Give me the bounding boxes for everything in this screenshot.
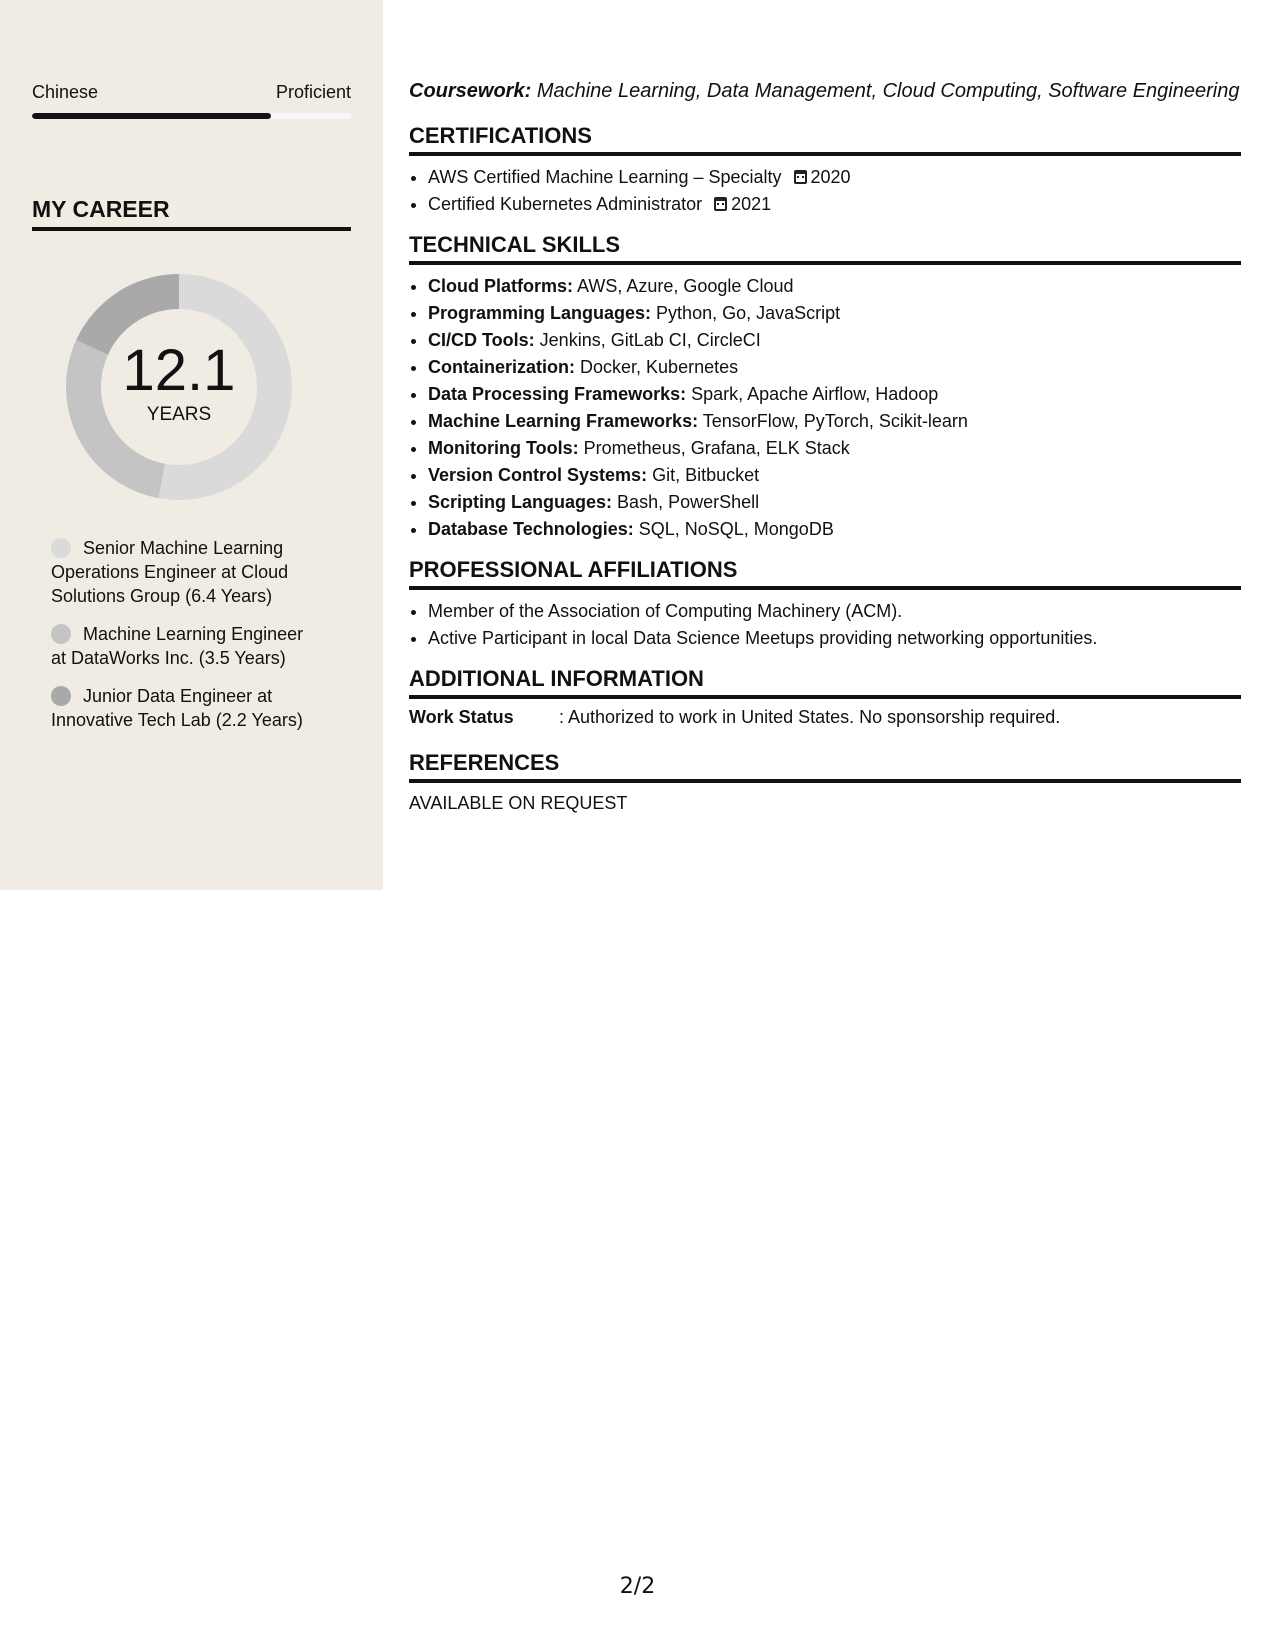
- skill-value: Git, Bitbucket: [652, 465, 760, 485]
- legend-dot-icon: [51, 686, 71, 706]
- skill-item: [428, 300, 1241, 327]
- main-content: [409, 80, 1241, 814]
- career-legend-item: [51, 536, 321, 608]
- certification-year: 2020: [810, 167, 851, 187]
- work-status-label: Work Status: [409, 707, 514, 727]
- references-text: AVAILABLE ON REQUEST: [409, 793, 628, 813]
- language-row: [32, 82, 351, 103]
- certifications-list: [409, 164, 1241, 218]
- coursework: [409, 80, 1241, 103]
- skill-label: Scripting Languages:: [428, 492, 613, 512]
- career-role-label: Senior Machine Learning Operations Engineer at Cloud Solutions Group (6.4 Years): [51, 538, 289, 606]
- career-years-unit: YEARS: [146, 404, 212, 425]
- page-number: 2/2: [619, 1574, 656, 1599]
- certification-name: Certified Kubernetes Administrator: [428, 194, 703, 214]
- skill-item: [428, 408, 1241, 435]
- language-name: Chinese: [32, 82, 99, 102]
- skill-label: Data Processing Frameworks:: [428, 384, 687, 404]
- skill-item: [428, 381, 1241, 408]
- skill-value: SQL, NoSQL, MongoDB: [638, 519, 834, 539]
- skill-item: [428, 516, 1241, 543]
- career-legend-item: [51, 684, 321, 732]
- career-legend-item: [51, 622, 321, 670]
- calendar-icon: [714, 197, 727, 211]
- skill-value: Python, Go, JavaScript: [656, 303, 841, 323]
- skills-title: TECHNICAL SKILLS: [409, 232, 1241, 265]
- coursework-text: Machine Learning, Data Management, Cloud Computing, Software Engineering: [536, 80, 1240, 102]
- skill-label: Containerization:: [428, 357, 575, 377]
- affiliations-title: PROFESSIONAL AFFILIATIONS: [409, 557, 1241, 590]
- certification-item: [428, 164, 1241, 191]
- career-heading: MY CAREER: [32, 196, 351, 231]
- certification-item: [428, 191, 1241, 218]
- sidebar: [0, 0, 383, 890]
- skill-label: Machine Learning Frameworks:: [428, 411, 699, 431]
- skill-item: [428, 354, 1241, 381]
- skill-label: CI/CD Tools:: [428, 330, 535, 350]
- career-donut-center: [66, 274, 292, 500]
- skill-value: Spark, Apache Airflow, Hadoop: [691, 384, 939, 404]
- language-proficiency-bar: [32, 113, 351, 119]
- affiliations-list: [409, 598, 1241, 652]
- skill-value: TensorFlow, PyTorch, Scikit-learn: [702, 411, 968, 431]
- work-status-row: [409, 707, 1241, 728]
- coursework-label: Coursework:: [409, 80, 532, 102]
- certification-name: AWS Certified Machine Learning – Specialty: [428, 167, 782, 187]
- skill-item: [428, 273, 1241, 300]
- skill-value: Prometheus, Grafana, ELK Stack: [583, 438, 850, 458]
- calendar-icon: [794, 170, 807, 184]
- skill-value: AWS, Azure, Google Cloud: [577, 276, 794, 296]
- skill-value: Docker, Kubernetes: [580, 357, 739, 377]
- work-status-value: : Authorized to work in United States. No sponsorship required.: [559, 707, 1061, 727]
- additional-info-title: ADDITIONAL INFORMATION: [409, 666, 1241, 699]
- skill-label: Version Control Systems:: [428, 465, 648, 485]
- affiliation-item: • Active Participant in local Data Science Meetups providing networking opportunities.: [428, 625, 1241, 652]
- career-legend: [51, 536, 321, 746]
- skill-item: [428, 327, 1241, 354]
- skill-label: Monitoring Tools:: [428, 438, 579, 458]
- skill-item: [428, 462, 1241, 489]
- skill-label: Programming Languages:: [428, 303, 652, 323]
- skill-label: Database Technologies:: [428, 519, 634, 539]
- language-level: Proficient: [275, 82, 351, 102]
- certification-year: 2021: [731, 194, 772, 214]
- affiliation-item: • Member of the Association of Computing Machinery (ACM).: [428, 598, 1241, 625]
- references-title: REFERENCES: [409, 750, 1241, 783]
- legend-dot-icon: [51, 538, 71, 558]
- career-role-label: Machine Learning Engineer at DataWorks Inc. (3.5 Years): [51, 624, 304, 668]
- skill-label: Cloud Platforms:: [428, 276, 574, 296]
- skill-item: [428, 435, 1241, 462]
- language-proficiency-fill: [32, 113, 271, 119]
- career-total-years: 12.1: [122, 338, 236, 403]
- skill-value: Jenkins, GitLab CI, CircleCI: [539, 330, 761, 350]
- legend-dot-icon: [51, 624, 71, 644]
- skills-list: [409, 273, 1241, 543]
- skill-value: Bash, PowerShell: [617, 492, 760, 512]
- career-role-label: Junior Data Engineer at Innovative Tech Lab (2.2 Years): [51, 686, 303, 730]
- certifications-title: CERTIFICATIONS: [409, 123, 1241, 156]
- skill-item: [428, 489, 1241, 516]
